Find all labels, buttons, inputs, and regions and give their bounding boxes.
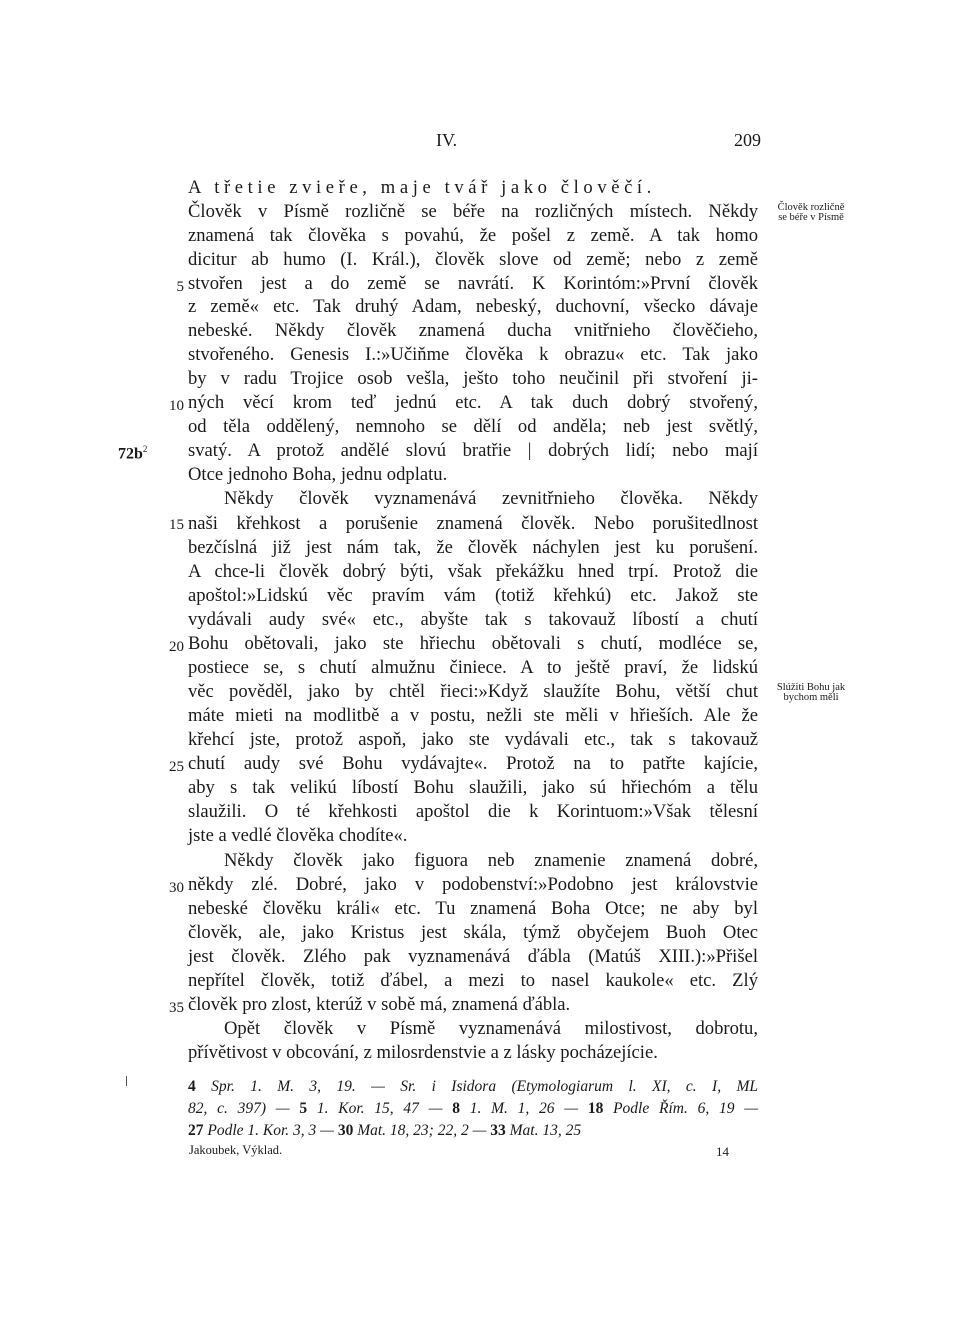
text-line: věc pověděl, jako by chtěl řieci:»Když slaužíte Bohu, větší chut [188, 681, 758, 702]
folio-mark-sup: 2 [142, 444, 148, 454]
text-line: dicitur ab humo (I. Král.), člověk slove od země; nebo z země [188, 249, 758, 270]
text-line: jste a vedlé člověka chodíte«. [188, 825, 408, 846]
text-line: chutí audy své Bohu vydávajte«. Protož na to patřte kajície, [188, 753, 758, 774]
footnote-reference: 82, c. 397) — [188, 1100, 300, 1117]
margin-note [756, 203, 866, 223]
text-line: znamená tak člověka s povahú, že pošel z země. A tak homo [188, 225, 758, 246]
footnote-line [188, 1120, 758, 1142]
text-line: od těla oddělený, nemnoho se dělí od anděla; neb jest světlý, [188, 416, 758, 437]
folio-mark [118, 444, 147, 463]
footnote-reference: Spr. 1. M. 3, 19. — Sr. i Isidora (Etymologiarum l. XI, c. I, ML [195, 1078, 758, 1095]
text-line: bezčíslná již jest nám tak, že člověk náchylen jest ku porušení. [188, 537, 758, 558]
text-line: někdy zlé. Dobré, jako v podobenství:»Podobno jest královstvie [188, 874, 758, 895]
text-line: nepřítel člověk, totiž ďábel, a mezi to nasel kaukole« etc. Zlý [188, 970, 758, 991]
footnote-number: 4 [188, 1078, 196, 1095]
text-line: z země« etc. Tak druhý Adam, nebeský, duchovní, všecko dávaje [188, 296, 758, 317]
text-line: Bohu obětovali, jako ste hřiechu obětovali s chutí, modléce se, [188, 633, 758, 654]
folio-mark-base: 72b [118, 445, 143, 463]
text-line: Otce jednoho Boha, jednu odplatu. [188, 464, 448, 485]
line-number: 20 [169, 639, 184, 655]
footnote-separator [126, 1076, 127, 1086]
footnote-reference: Podle Řím. 6, 19 — [603, 1100, 759, 1117]
line-number: 35 [169, 1000, 184, 1016]
text-line: apoštol:»Lidskú věc pravím vám (totiž křehkú) etc. Jakož ste [188, 585, 758, 606]
margin-note-line: Člověk rozličně [777, 202, 845, 213]
text-line: křehcí jste, protož aspoň, jako ste vydávali etc., tak s takovauž [188, 729, 758, 750]
text-line: stvořen jest a do země se navrátí. K Korintóm:»První člověk [188, 273, 758, 294]
text-line: Opět člověk v Písmě vyznamenává milostivost, dobrotu, [224, 1018, 758, 1039]
page-number: 209 [734, 130, 761, 150]
text-line: máte mieti na modlitbě a v postu, nežli ste měli v hřieších. Ale že [188, 705, 758, 726]
margin-note-line: Slúžiti Bohu jak [776, 682, 846, 693]
footnote-number: 33 [490, 1122, 506, 1139]
line-number: 15 [169, 517, 184, 533]
footnote-reference: Podle 1. Kor. 3, 3 — [203, 1122, 338, 1139]
footnote-reference: Mat. 18, 23; 22, 2 — [353, 1122, 491, 1139]
chapter-heading: IV. [436, 130, 458, 150]
footnote-number: 18 [587, 1100, 604, 1117]
text-line: svatý. A protož andělé slovú bratřie | dobrých lidí; nebo mají [188, 440, 758, 461]
footnote-number: 30 [337, 1122, 354, 1139]
text-line: vydávali audy své« etc., abyšte tak s takovauž líbostí a chutí [188, 609, 758, 630]
text-line: Někdy člověk vyznamenává zevnitřnieho člověka. Někdy [224, 488, 758, 509]
text-line: postiece se, s chutí almužnu činiece. A to ještě praví, že lidskú [188, 657, 758, 678]
text-line: aby s tak velikú líbostí Bohu slaužili, jako sú hřiechóm a tělu [188, 777, 758, 798]
sheet-mark: 14 [716, 1144, 729, 1159]
footnote-reference: Mat. 13, 25 [505, 1122, 582, 1139]
footnote-number: 27 [188, 1122, 204, 1139]
footnote-number: 8 [452, 1100, 460, 1117]
text-line: naši křehkost a porušenie znamená člověk. Nebo porušitedlnost [188, 513, 758, 534]
text-line: Člověk v Písmě rozličně se béře na rozličných místech. Někdy [188, 201, 758, 222]
margin-note-line: bychom měli [783, 692, 839, 703]
footnote-reference: 1. Kor. 15, 47 — [307, 1100, 453, 1117]
text-line: přívětivost v obcování, z milosrdenstvie a z lásky pocházejície. [188, 1042, 658, 1063]
book-signature: Jakoubek, Výklad. [189, 1143, 283, 1157]
text-line: ných věcí krom teď jednú etc. A tak duch dobrý stvořený, [188, 392, 758, 413]
margin-note-line: se béře v Písmě [778, 212, 844, 223]
text-line: nebeské člověku králi« etc. Tu znamená Boha Otce; ne aby byl [188, 898, 758, 919]
text-line: člověk, ale, jako Kristus jest skála, týmž obyčejem Buoh Otec [188, 922, 758, 943]
line-number: 10 [169, 398, 184, 414]
text-line: stvořeného. Genesis I.:»Učiňme člověka k obrazu« etc. Tak jako [188, 344, 758, 365]
footnote-reference: 1. M. 1, 26 — [459, 1100, 588, 1117]
footnote-line [188, 1098, 758, 1120]
text-line: nebeské. Někdy člověk znamená ducha vnitřnieho člověčieho, [188, 320, 758, 341]
text-line: slaužili. O té křehkosti apoštol die k Korintuom:»Však tělesní [188, 801, 758, 822]
line-number: 30 [169, 880, 184, 896]
text-line: člověk pro zlost, kterúž v sobě má, znamená ďábla. [188, 994, 571, 1015]
text-line: by v radu Trojice osob vešla, ješto toho neučinil při stvoření ji- [188, 368, 758, 389]
text-line: A chce-li člověk dobrý býti, však překážku hned trpí. Protož die [188, 561, 758, 582]
line-number: 5 [176, 279, 184, 295]
text-line: jest člověk. Zlého pak vyznamenává ďábla (Matúš XIII.):»Přišel [188, 946, 758, 967]
footnote-line [188, 1076, 758, 1098]
verse-heading: A třetie zvieře, maje tvář jako člověčí. [188, 177, 656, 198]
footnote-number: 5 [299, 1100, 308, 1117]
margin-note [756, 683, 866, 703]
text-line: Někdy člověk jako figuora neb znamenie znamená dobré, [224, 850, 758, 871]
line-number: 25 [169, 759, 184, 775]
